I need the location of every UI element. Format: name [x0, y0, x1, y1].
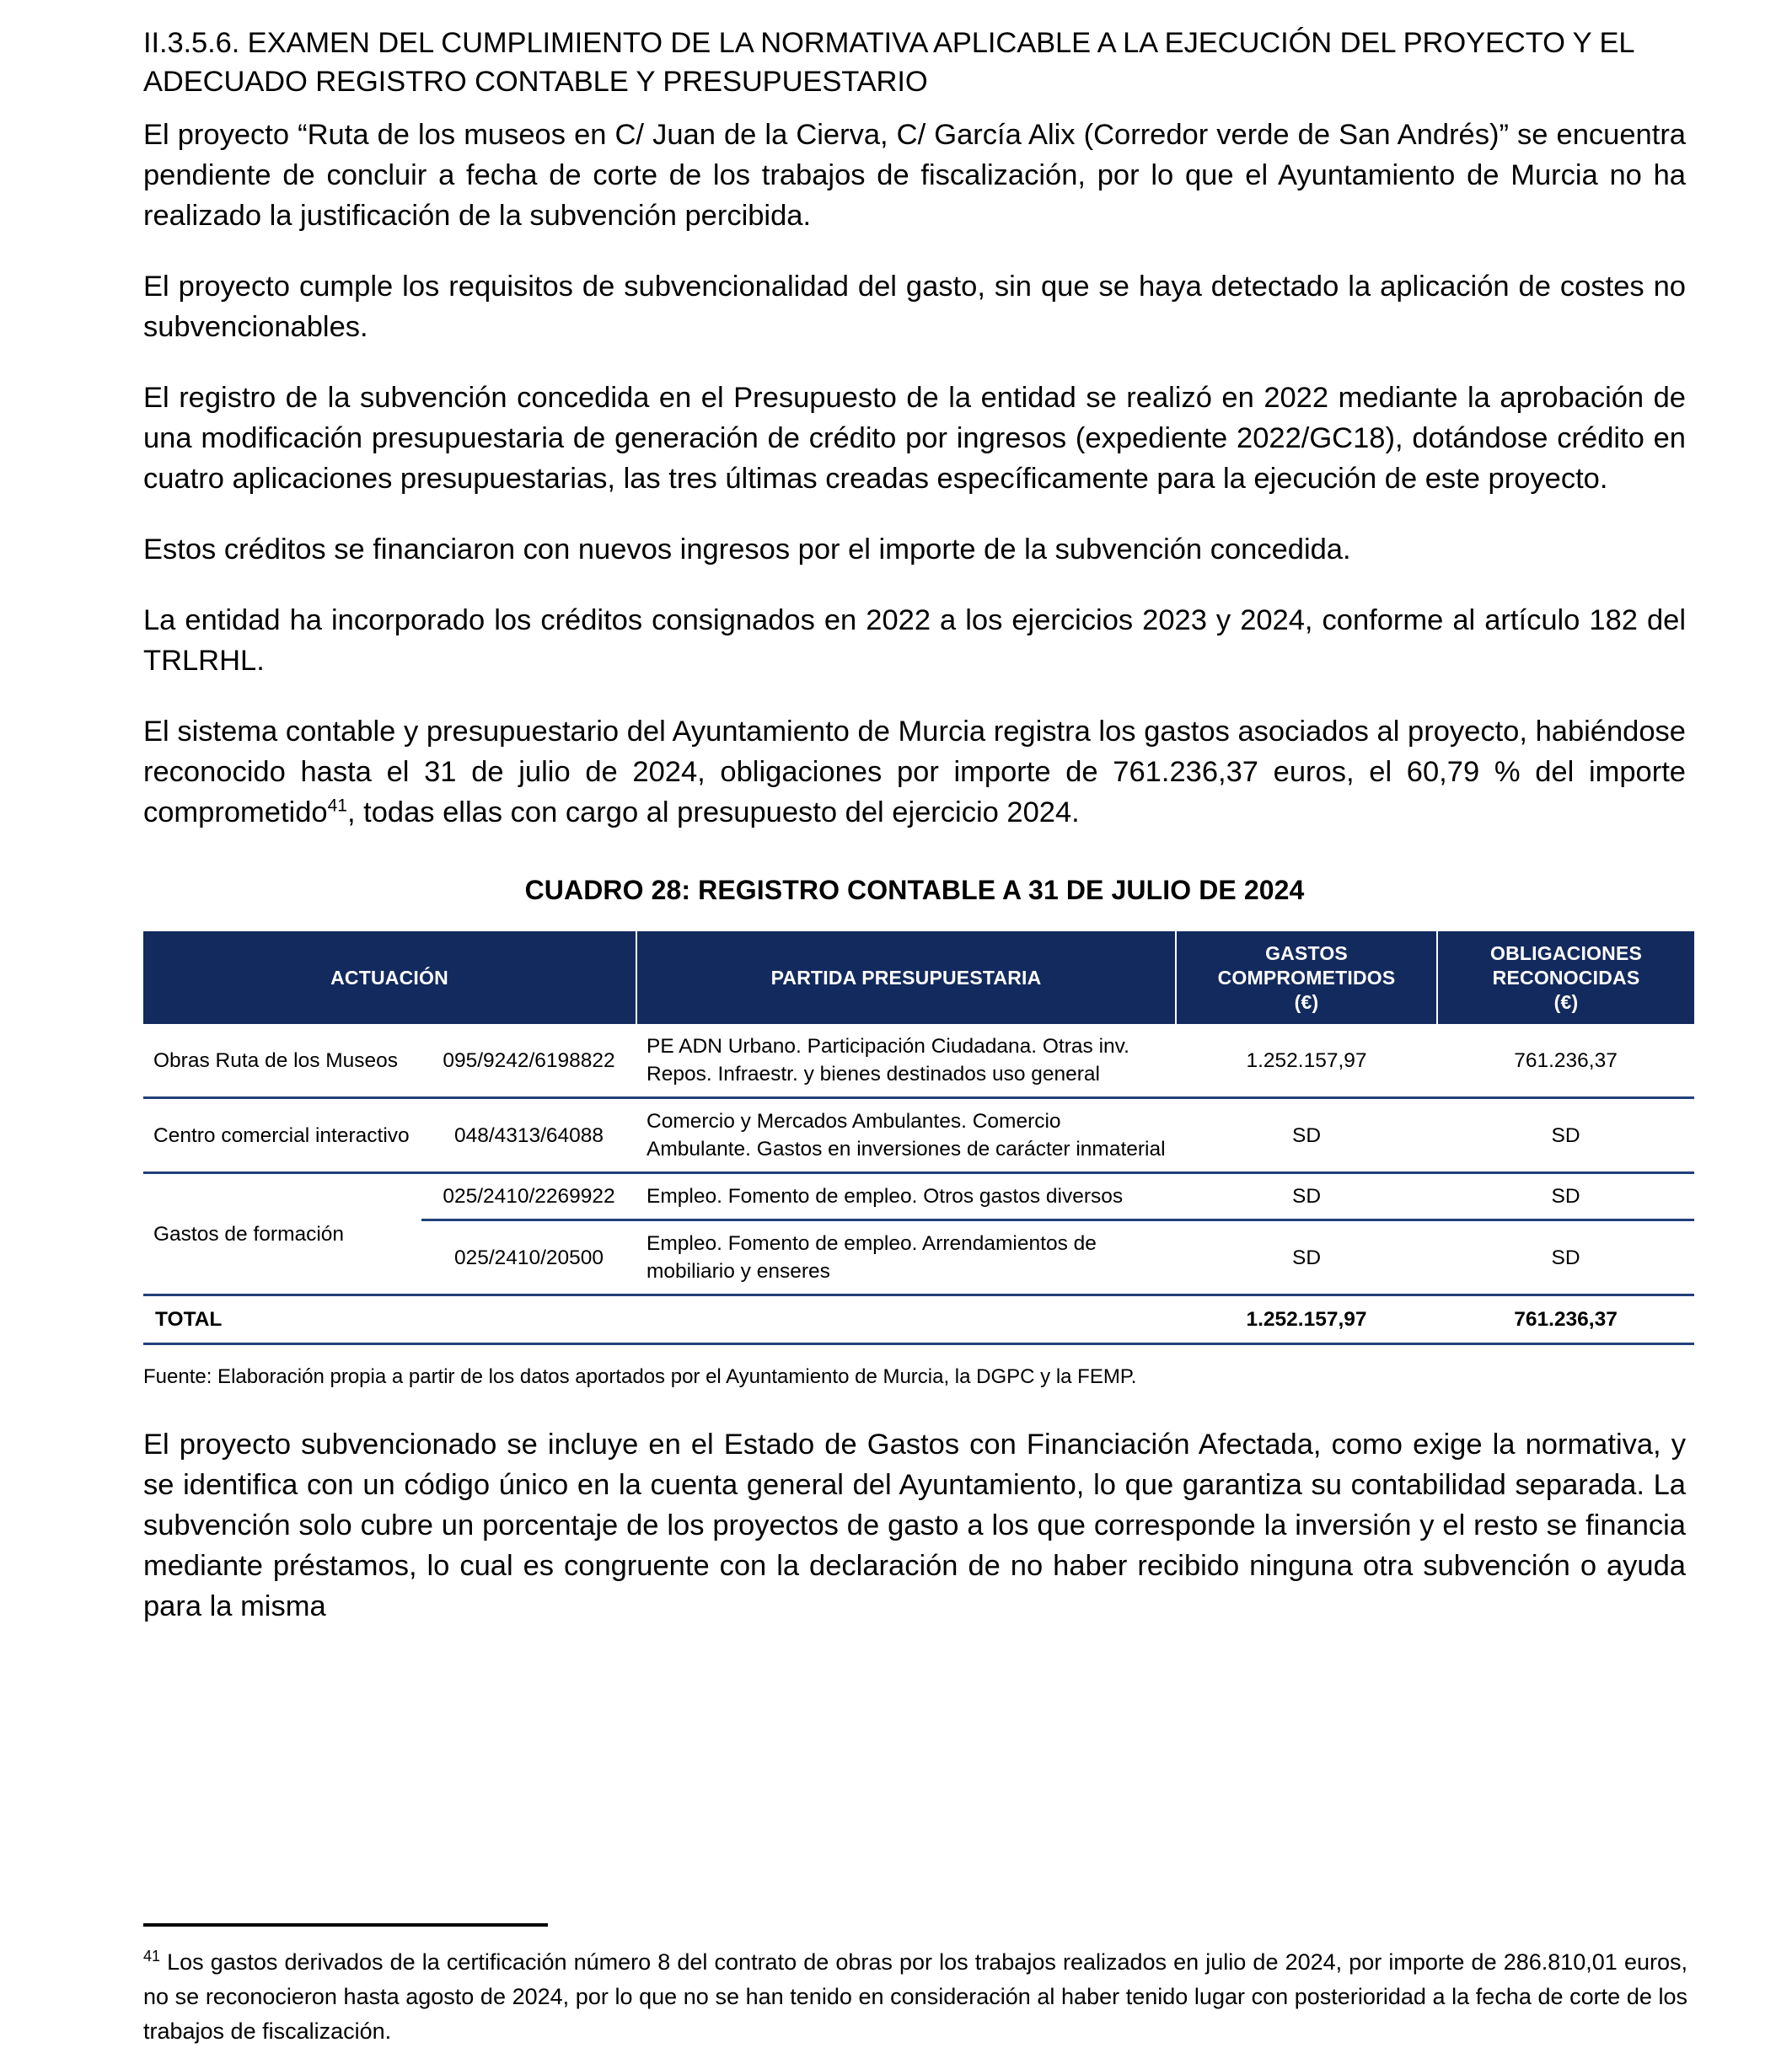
cell-codigo: 025/2410/2269922 [421, 1173, 636, 1220]
header-line-1: OBLIGACIONES [1490, 941, 1643, 964]
table-body [143, 1024, 1694, 1344]
footnote-marker: 41 [143, 1948, 161, 1965]
cell-codigo: 025/2410/20500 [421, 1220, 636, 1295]
cell-gastos-comprometidos: SD [1176, 1098, 1437, 1173]
registro-contable-table [143, 931, 1694, 1345]
footnote-41 [143, 1945, 1687, 2049]
paragraph-2: El proyecto cumple los requisitos de subvencionalidad del gasto, sin que se haya detectado la aplicación de costes no subvencionables. [143, 271, 1686, 343]
cell-total-gastos: 1.252.157,97 [1176, 1295, 1437, 1344]
cell-obligaciones-reconocidas: 761.236,37 [1437, 1024, 1694, 1098]
footnote-separator-rule [143, 1923, 548, 1927]
paragraph-4: Estos créditos se financiaron con nuevos ingresos por el importe de la subvención concedida. [143, 533, 1351, 566]
table-header [143, 931, 1694, 1024]
cell-partida: Comercio y Mercados Ambulantes. Comercio Ambulante. Gastos en inversiones de carácter inmaterial [636, 1098, 1176, 1173]
table-source-note: Fuente: Elaboración propia a partir de los datos aportados por el Ayuntamiento de Murcia, la DGPC y la FEMP. [143, 1365, 1137, 1388]
cell-gastos-comprometidos: 1.252.157,97 [1176, 1024, 1437, 1098]
cell-total-obligaciones: 761.236,37 [1437, 1295, 1694, 1344]
column-header-actuacion: ACTUACIÓN [143, 931, 636, 1024]
cell-codigo: 048/4313/64088 [421, 1098, 636, 1173]
header-line-1: GASTOS [1265, 941, 1348, 964]
paragraph-5: La entidad ha incorporado los créditos consignados en 2022 a los ejercicios 2023 y 2024, conforme al artículo 182 del TRLRHL. [143, 604, 1686, 677]
cell-obligaciones-reconocidas: SD [1437, 1173, 1694, 1220]
column-header-obligaciones-reconocidas [1437, 931, 1694, 1024]
cell-gastos-comprometidos: SD [1176, 1220, 1437, 1295]
table-row [143, 1098, 1694, 1173]
cell-total-label: TOTAL [143, 1295, 1176, 1344]
header-line-3: (€) [1553, 990, 1579, 1013]
table-title: CUADRO 28: REGISTRO CONTABLE A 31 DE JULIO DE 2024 [524, 875, 1305, 905]
header-line-2: RECONOCIDAS [1492, 966, 1640, 989]
table-row [143, 1173, 1694, 1220]
table-row [143, 1024, 1694, 1098]
paragraph-7: El proyecto subvencionado se incluye en el Estado de Gastos con Financiación Afectada, como exige la normativa, y se identifica con un código único en la cuenta general del Ayuntamiento, lo que garantiza su contabilidad separada. La subvención solo cubre un porcentaje de los proyectos de gasto a los que corresponde la inversión y el resto se financia mediante préstamos, lo cual es congruente con la declaración de no haber recibido ninguna otra subvención o ayuda para la misma [143, 1429, 1686, 1622]
cell-actuacion: Gastos de formación [143, 1173, 421, 1295]
table-header-row [143, 931, 1694, 1024]
paragraph-6 [143, 711, 1686, 833]
cell-gastos-comprometidos: SD [1176, 1173, 1437, 1220]
table-total-row [143, 1295, 1694, 1344]
header-line-2: COMPROMETIDOS [1217, 966, 1396, 989]
footnote-reference-41[interactable]: 41 [327, 796, 347, 816]
section-heading: II.3.5.6. EXAMEN DEL CUMPLIMIENTO DE LA NORMATIVA APLICABLE A LA EJECUCIÓN DEL PROYECTO Y EL ADECUADO REGISTRO CONTABLE Y PRESUPUESTARIO [143, 27, 1634, 98]
footnote-block [143, 1923, 1687, 2049]
cell-codigo: 095/9242/6198822 [421, 1024, 636, 1098]
paragraph-1: El proyecto “Ruta de los museos en C/ Juan de la Cierva, C/ García Alix (Corredor verde de San Andrés)” se encuentra pendiente de concluir a fecha de corte de los trabajos de fiscalización, por lo que el Ayuntamiento de Murcia no ha realizado la justificación de la subvención percibida. [143, 119, 1686, 232]
paragraph-6-part-b: , todas ellas con cargo al presupuesto del ejercicio 2024. [346, 796, 1080, 828]
cell-partida: Empleo. Fomento de empleo. Otros gastos diversos [636, 1173, 1176, 1220]
cell-partida: PE ADN Urbano. Participación Ciudadana. Otras inv. Repos. Infraestr. y bienes destinados uso general [636, 1024, 1176, 1098]
cell-partida: Empleo. Fomento de empleo. Arrendamientos de mobiliario y enseres [636, 1220, 1176, 1295]
paragraph-6-part-a: El sistema contable y presupuestario del Ayuntamiento de Murcia registra los gastos asociados al proyecto, habiéndose reconocido hasta el 31 de julio de 2024, obligaciones por importe de 761.236,37 euros, el 60,79 % del importe comprometido [143, 716, 1686, 828]
cell-obligaciones-reconocidas: SD [1437, 1098, 1694, 1173]
footnote-body: Los gastos derivados de la certificación número 8 del contrato de obras por los trabajos realizados en julio de 2024, por importe de 286.810,01 euros, no se reconocieron hasta agosto de 2024, por lo que no se han tenido en consideración al haber tenido lugar con posterioridad a la fecha de corte de los trabajos de fiscalización. [143, 1949, 1687, 2044]
table-block [143, 875, 1686, 1391]
cell-actuacion: Obras Ruta de los Museos [143, 1024, 421, 1098]
column-header-partida: PARTIDA PRESUPUESTARIA [636, 931, 1176, 1024]
cell-actuacion: Centro comercial interactivo [143, 1098, 421, 1173]
paragraph-3: El registro de la subvención concedida en el Presupuesto de la entidad se realizó en 2022 mediante la aprobación de una modificación presupuestaria de generación de crédito por ingresos (expediente 2022/GC18), dotándose crédito en cuatro aplicaciones presupuestarias, las tres últimas creadas específicamente para la ejecución de este proyecto. [143, 382, 1686, 495]
column-header-gastos-comprometidos [1176, 931, 1437, 1024]
header-line-3: (€) [1294, 990, 1319, 1013]
cell-obligaciones-reconocidas: SD [1437, 1220, 1694, 1295]
